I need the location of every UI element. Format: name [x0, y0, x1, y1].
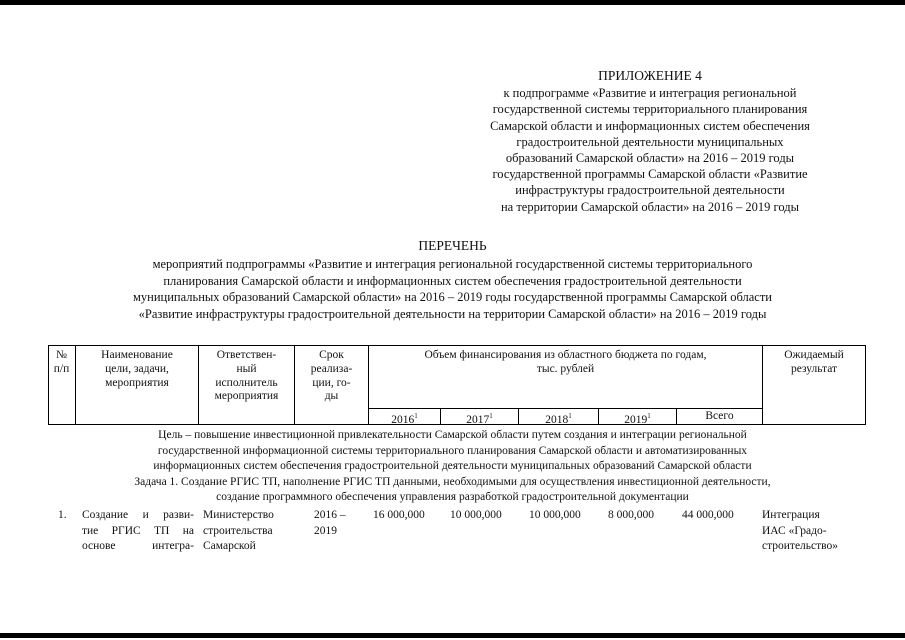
years-row-border [368, 408, 763, 409]
appendix-line: Самарской области и информационных систем обеспечения [490, 118, 810, 133]
appendix-line: на территории Самарской области» на 2016 – 2019 годы [500, 199, 800, 214]
list-subtitle [30, 256, 875, 322]
task-line: Задача 1. Создание РГИС ТП, наполнение РГИС ТП данными, необходимыми для осуществления инвестиционной деятельности, [134, 475, 771, 488]
goal-and-task [40, 428, 865, 506]
goal-line: государственной информационной системы территориального планирования Самарской области и автоматизированных [157, 444, 748, 457]
appendix-line: государственной системы территориального планирования [492, 102, 808, 117]
row1-value-2019: 8 000,000 [608, 509, 654, 521]
row1-executor: Министерство строительства Самарской [203, 509, 274, 552]
appendix-line: инфраструктуры градостроительной деятельности [515, 183, 785, 198]
appendix-heading: ПРИЛОЖЕНИЕ 4 [598, 68, 702, 83]
row1-total: 44 000,000 [682, 509, 734, 521]
goal-line: Цель – повышение инвестиционной привлекательности Самарской области путем создания и интеграции региональной [158, 429, 747, 441]
header-year-2016: 2016$^1$ [391, 412, 418, 426]
appendix-line: государственной программы Самарской области «Развитие [492, 167, 808, 182]
header-result: Ожидаемый результат [784, 349, 844, 375]
row1-value-2018: 10 000,000 [529, 509, 581, 521]
header-year-2018: 2018$^1$ [545, 412, 572, 426]
header-total: Всего [705, 410, 734, 422]
row1-value-2017: 10 000,000 [450, 509, 502, 521]
header-term: Срок реализа- ции, го- ды [310, 349, 353, 403]
task-line: создание программного обеспечения управления разработкой градостроительной документации [216, 491, 689, 503]
header-name: Наименование цели, задачи, мероприятия [101, 349, 173, 389]
list-subtitle-line: мероприятий подпрограммы «Развитие и интеграция региональной государственной системы территориального [152, 257, 753, 271]
header-year-2019: 2019$^1$ [624, 412, 651, 426]
list-subtitle-line: «Развитие инфраструктуры градостроительной деятельности на территории Самарской области» на 2016 – 2019 годы [138, 306, 767, 321]
row1-result: Интеграция ИАС «Градо- строительство» [762, 509, 839, 552]
header-year-2017: 2017$^1$ [466, 412, 493, 426]
scan-top-edge [0, 0, 905, 5]
header-executor: Ответствен- ный исполнитель мероприятия [214, 349, 279, 403]
row1-value-2016: 16 000,000 [373, 509, 425, 521]
goal-line: информационных систем обеспечения градостроительной деятельности муниципальных образований Самарской области [153, 460, 752, 472]
appendix-line: к подпрограмме «Развитие и интеграция региональной [503, 86, 797, 101]
row1-term: 2016 – 2019 [314, 509, 346, 537]
scan-bottom-edge [0, 633, 905, 638]
header-num: № п/п [53, 349, 70, 375]
row1-num: 1. [58, 509, 67, 521]
header-funding: Объем финансирования из областного бюджета по годам, тыс. рублей [424, 349, 707, 375]
appendix-line: образований Самарской области» на 2016 – 2019 годы [505, 151, 795, 166]
list-subtitle-line: муниципальных образований Самарской области» на 2016 – 2019 годы государственной программы Самарской области [133, 290, 772, 304]
row1-name: Создание и разви- тие РГИС ТП на основе интегра- [82, 509, 194, 552]
list-subtitle-line: планирования Самарской области и информационных систем обеспечения градостроительной деятельности [163, 273, 742, 288]
table-header [48, 345, 866, 425]
appendix-line: градостроительной деятельности муниципальных [516, 134, 784, 149]
table-top-border [48, 345, 866, 346]
table-right-border [865, 345, 866, 425]
list-title: ПЕРЕЧЕНЬ [418, 238, 487, 253]
appendix-block [440, 68, 860, 215]
